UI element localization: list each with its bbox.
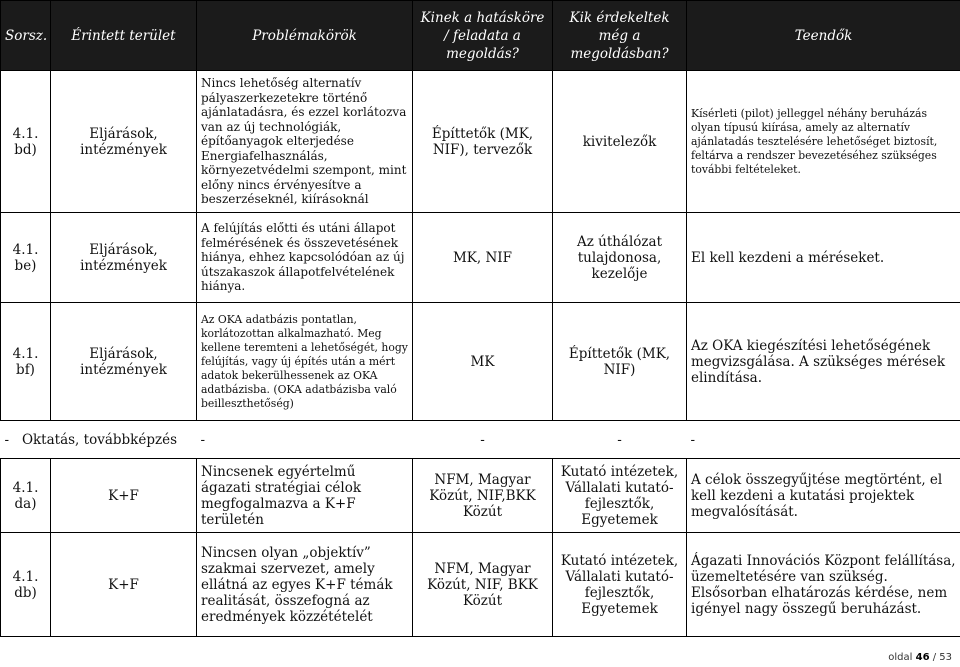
table-row — [1, 533, 960, 637]
row-id: 4.1. bd) — [1, 71, 51, 213]
row-responsible: Építtetők (MK, NIF), tervezők — [413, 71, 553, 213]
page-number: 46 — [915, 652, 930, 663]
row-responsible: MK — [413, 303, 553, 421]
header-tasks: Teendők — [687, 1, 960, 71]
section-dash: - — [4, 431, 10, 448]
section-dash: - — [413, 421, 553, 459]
row-area: Eljárások, intézmények — [51, 303, 197, 421]
header-sorsz: Sorsz. — [1, 1, 51, 71]
row-problem: Nincsenek egyértelmű ágazati stratégiai célok megfogalmazva a K+F területén — [197, 459, 413, 533]
section-dash: - — [687, 421, 960, 459]
row-interested: kivitelezők — [553, 71, 687, 213]
table-row — [1, 303, 960, 421]
row-id: 4.1. db) — [1, 533, 51, 637]
row-tasks: A célok összegyűjtése megtörtént, el kell kezdeni a kutatási projektek megvalósítását. — [687, 459, 960, 533]
row-problem: A felújítás előtti és utáni állapot felmérésének és összevetésének hiánya, ehhez kapcsolódóan az új útszakaszok állapotfelvételének hiánya. — [197, 213, 413, 303]
row-area: Eljárások, intézmények — [51, 213, 197, 303]
section-row — [1, 421, 960, 459]
row-problem: Az OKA adatbázis pontatlan, korlátozottan alkalmazható. Meg kellene teremteni a lehetőségét, hogy felújítás, vagy új építés után a mért adatok bekerülhessenek az OKA adatbázisba. (OKA adatbázisba való beilleszthetőség) — [197, 303, 413, 421]
row-responsible: MK, NIF — [413, 213, 553, 303]
header-interested: Kik érdekeltek még a megoldásban? — [553, 1, 687, 71]
section-title-cell — [1, 421, 197, 459]
row-problem: Nincsen olyan „objektív” szakmai szervezet, amely ellátná az egyes K+F témák realitását, összefogná az eredmények közzétételét — [197, 533, 413, 637]
table-row — [1, 213, 960, 303]
header-problems: Problémakörök — [197, 1, 413, 71]
table-row — [1, 71, 960, 213]
row-id: 4.1. da) — [1, 459, 51, 533]
section-dash: - — [553, 421, 687, 459]
row-tasks: Az OKA kiegészítési lehetőségének megvizsgálása. A szükséges mérések elindítása. — [687, 303, 960, 421]
section-title: Oktatás, továbbképzés — [21, 431, 177, 448]
header-responsible: Kinek a hatásköre / feladata a megoldás? — [413, 1, 553, 71]
row-interested: Kutató intézetek, Vállalati kutató-fejlesztők, Egyetemek — [553, 459, 687, 533]
header-area: Érintett terület — [51, 1, 197, 71]
section-dash: - — [197, 421, 413, 459]
row-tasks: El kell kezdeni a méréseket. — [687, 213, 960, 303]
row-interested: Kutató intézetek, Vállalati kutató-fejlesztők, Egyetemek — [553, 533, 687, 637]
row-area: K+F — [51, 533, 197, 637]
table-row — [1, 459, 960, 533]
row-area: K+F — [51, 459, 197, 533]
row-tasks: Kísérleti (pilot) jelleggel néhány beruházás olyan típusú kiírása, amely az alternatív ajánlatadás tesztelésére lehetőséget biztosít, feltárva a rendszer bevezetéséhez szükséges további feltételeket. — [687, 71, 960, 213]
row-responsible: NFM, Magyar Közút, NIF, BKK Közút — [413, 533, 553, 637]
header-row — [1, 1, 960, 71]
row-responsible: NFM, Magyar Közút, NIF,BKK Közút — [413, 459, 553, 533]
row-interested: Építtetők (MK, NIF) — [553, 303, 687, 421]
row-interested: Az úthálózat tulajdonosa, kezelője — [553, 213, 687, 303]
row-problem: Nincs lehetőség alternatív pályaszerkezetekre történő ajánlatadásra, és ezzel korlátozva van az új technológiák, építőanyagok elterjedése Energiafelhasználás, környezetvédelmi szempont, mint előny nincs érvényesítve a beszerzéseknél, kiírásoknál — [197, 71, 413, 213]
row-tasks: Ágazati Innovációs Központ felállítása, üzemeltetésére van szükség. Elsősorban elhatározás kérdése, nem igényel nagy összegű beruházást. — [687, 533, 960, 637]
row-id: 4.1. be) — [1, 213, 51, 303]
page-footer — [888, 652, 952, 663]
page-total: 53 — [939, 652, 952, 663]
row-id: 4.1. bf) — [1, 303, 51, 421]
row-area: Eljárások, intézmények — [51, 71, 197, 213]
footer-label: oldal — [888, 652, 913, 663]
page-separator: / — [929, 652, 940, 663]
